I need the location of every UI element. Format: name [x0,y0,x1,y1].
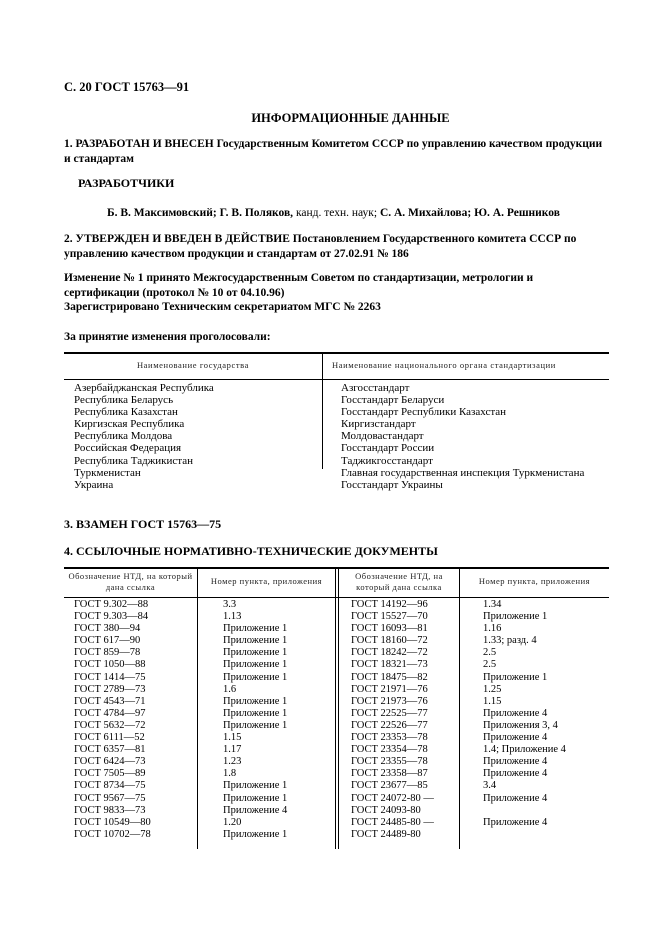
table-cell: ГОСТ 8734—75 [74,780,146,792]
table-cell: Украина [74,478,114,491]
table-cell: ГОСТ 10702—78 [74,828,151,840]
table-cell: Приложение 1 [483,671,548,683]
table-cell: ГОСТ 617—90 [74,635,141,647]
table-double-divider [335,567,336,849]
table-cell: 1.4; Приложение 4 [483,744,566,756]
references-table [64,567,609,849]
table-cell: ГОСТ 23358—87 [351,768,428,780]
states-column [74,382,214,491]
table-cell: ГОСТ 9.302—88 [74,599,149,610]
table-cell: Республика Молдова [74,430,173,443]
table-cell: ГОСТ 9.303—84 [74,611,149,623]
table-cell: Приложение 1 [223,792,288,804]
table-cell: ГОСТ 1414—75 [74,671,146,683]
table-cell: 1.25 [483,683,502,695]
table-cell: ГОСТ 1050—88 [74,659,146,671]
right-doc-column [351,599,434,841]
left-clause-column [223,599,287,841]
table-top-rule [64,567,609,569]
table-cell: ГОСТ 24485-80 — [351,816,434,828]
column-header-doc-right: Обозначение НТД, на который дана ссылка [355,571,443,592]
table-cell: ГОСТ 6424—73 [74,756,146,768]
table-cell: Госстандарт России [341,442,435,455]
table-cell [483,805,566,817]
table-cell: 1.16 [483,623,502,635]
table-cell: ГОСТ 23355—78 [351,756,428,768]
table-cell: Приложение 1 [223,695,288,707]
table-cell: 1.20 [223,816,242,828]
column-header-body: Наименование национального органа стандартизации [332,360,556,370]
table-cell: Приложение 1 [483,611,548,623]
table-cell: ГОСТ 24489-80 [351,828,421,840]
page-header: С. 20 ГОСТ 15763—91 [64,80,190,94]
table-cell: 1.33; разд. 4 [483,635,537,647]
table-cell: Госстандарт Республики Казахстан [341,406,507,419]
table-cell: ГОСТ 7505—89 [74,768,146,780]
table-cell: Приложение 4 [483,732,548,744]
table-cell: ГОСТ 22526—77 [351,719,428,731]
column-header-state: Наименование государства [136,360,250,370]
table-cell: 1.23 [223,756,242,768]
section-2-lead: 2. УТВЕРЖДЕН И ВВЕДЕН В ДЕЙСТВИЕ [64,233,290,245]
table-cell: 1.17 [223,744,242,756]
table-cell: 1.13 [223,611,242,623]
table-cell: ГОСТ 380—94 [74,623,141,635]
table-cell: ГОСТ 5632—72 [74,719,146,731]
table-cell: ГОСТ 21971—76 [351,683,428,695]
bodies-column [341,382,584,491]
table-cell: 1.6 [223,683,237,695]
table-cell: Приложение 1 [223,671,288,683]
table-cell: ГОСТ 9567—75 [74,792,146,804]
table-column-divider [459,567,460,849]
table-cell: Приложение 4 [483,707,548,719]
developers-degree: канд. техн. наук; [293,207,380,219]
table-cell: ГОСТ 23353—78 [351,732,428,744]
left-doc-column [74,599,151,841]
table-cell: 2.5 [483,659,497,671]
table-cell: ГОСТ 24072-80 — [351,792,434,804]
table-cell: ГОСТ 18242—72 [351,647,428,659]
table-cell: Азгосстандарт [341,382,410,394]
table-cell: ГОСТ 9833—73 [74,804,146,816]
table-cell: 3.4 [483,780,497,792]
table-cell: Таджикгосстандарт [341,454,433,467]
table-cell: 3.3 [223,599,237,610]
table-cell: ГОСТ 6111—52 [74,732,145,744]
table-cell: Приложение 1 [223,707,288,719]
table-cell: Туркменистан [74,466,141,479]
table-double-divider [338,567,339,849]
section-2-text: Постановлением Государственного комитета СССР по управлению качеством продукции и стандартам от 27.02.91 № 186 [64,233,577,260]
change-note: Изменение № 1 принято Межгосударственным Советом по стандартизации, метрологии и сертификации (протокол № 10 от 04.10.96) [64,272,534,299]
table-cell: ГОСТ 4784—97 [74,707,146,719]
developers-names-2: С. А. Михайлова; Ю. А. Решников [379,207,560,219]
table-cell: Приложение 1 [223,719,288,731]
column-header-doc-left: Обозначение НТД, на который дана ссылка [68,571,193,592]
table-cell: Киргизстандарт [341,418,416,431]
column-header-clause-left: Номер пункта, приложения [210,576,323,586]
table-cell: Приложение 1 [223,828,288,840]
table-cell: ГОСТ 21973—76 [351,695,428,707]
table-cell: Киргизская Республика [74,418,185,431]
table-cell: 2.5 [483,647,497,659]
table-header-rule [64,597,609,598]
table-cell: Госстандарт Украины [341,478,443,491]
table-cell [483,829,566,841]
table-column-divider [322,352,323,469]
developers-list [107,207,560,219]
table-cell: Российская Федерация [74,442,182,455]
table-cell: 1.8 [223,768,237,780]
table-cell: ГОСТ 23677—85 [351,780,428,792]
table-cell: ГОСТ 16093—81 [351,623,428,635]
column-header-clause-right: Номер пункта, приложения [478,576,591,586]
table-cell: 1.15 [223,732,242,744]
voting-heading: За принятие изменения проголосовали: [64,331,271,343]
developers-heading: РАЗРАБОТЧИКИ [78,176,175,190]
table-cell: ГОСТ 6357—81 [74,744,146,756]
developers-names-1: Б. В. Максимовский; Г. В. Поляков, [107,207,294,219]
table-cell: ГОСТ 15527—70 [351,611,428,623]
table-cell: ГОСТ 23354—78 [351,744,428,756]
table-cell: Приложение 1 [223,635,288,647]
table-cell: Приложение 1 [223,623,288,635]
table-cell: ГОСТ 10549—80 [74,816,151,828]
table-cell: Госстандарт Беларуси [341,394,445,407]
table-cell: Азербайджанская Республика [74,382,214,394]
table-cell: ГОСТ 4543—71 [74,695,146,707]
registration-note: Зарегистрировано Техническим секретариатом МГС № 2263 [64,301,381,313]
table-cell: ГОСТ 18475—82 [351,671,428,683]
section-3: 3. ВЗАМЕН ГОСТ 15763—75 [64,517,222,531]
table-cell: Главная государственная инспекция Туркменистана [341,466,585,479]
table-cell: Молдовастандарт [341,430,424,443]
table-cell: Приложение 4 [483,756,548,768]
table-cell: Приложение 1 [223,647,288,659]
table-cell: Республика Казахстан [74,406,178,419]
table-cell: ГОСТ 2789—73 [74,683,146,695]
section-1-lead: 1. РАЗРАБОТАН И ВНЕСЕН [64,138,214,150]
section-1 [64,137,609,167]
section-4-heading: 4. ССЫЛОЧНЫЕ НОРМАТИВНО-ТЕХНИЧЕСКИЕ ДОКУМЕНТЫ [64,544,438,558]
table-cell: 1.15 [483,695,502,707]
table-cell: Приложение 4 [483,816,548,828]
table-cell: Приложение 1 [223,780,288,792]
table-header-rule [64,379,609,380]
table-cell: ГОСТ 859—78 [74,647,141,659]
table-cell: 1.34 [483,599,502,610]
section-1-text: Государственным Комитетом СССР по управлению качеством продукции и стандартам [64,138,603,165]
table-cell: ГОСТ 14192—96 [351,599,428,610]
section-2 [64,232,609,262]
table-cell: ГОСТ 22525—77 [351,707,428,719]
table-cell: Республика Беларусь [74,394,174,407]
table-cell: ГОСТ 24093-80 [351,804,421,816]
table-cell: Приложение 4 [483,792,548,804]
right-clause-column [483,599,566,841]
table-top-rule [64,352,609,354]
table-column-divider [197,567,198,849]
page-title: ИНФОРМАЦИОННЫЕ ДАННЫЕ [251,111,450,125]
table-cell: Республика Таджикистан [74,454,193,467]
table-cell: Приложение 4 [483,768,548,780]
table-cell: Приложение 4 [223,804,288,816]
table-cell: ГОСТ 18160—72 [351,635,428,647]
table-cell: Приложения 3, 4 [483,719,558,731]
table-cell: ГОСТ 18321—73 [351,659,428,671]
table-cell: Приложение 1 [223,659,288,671]
